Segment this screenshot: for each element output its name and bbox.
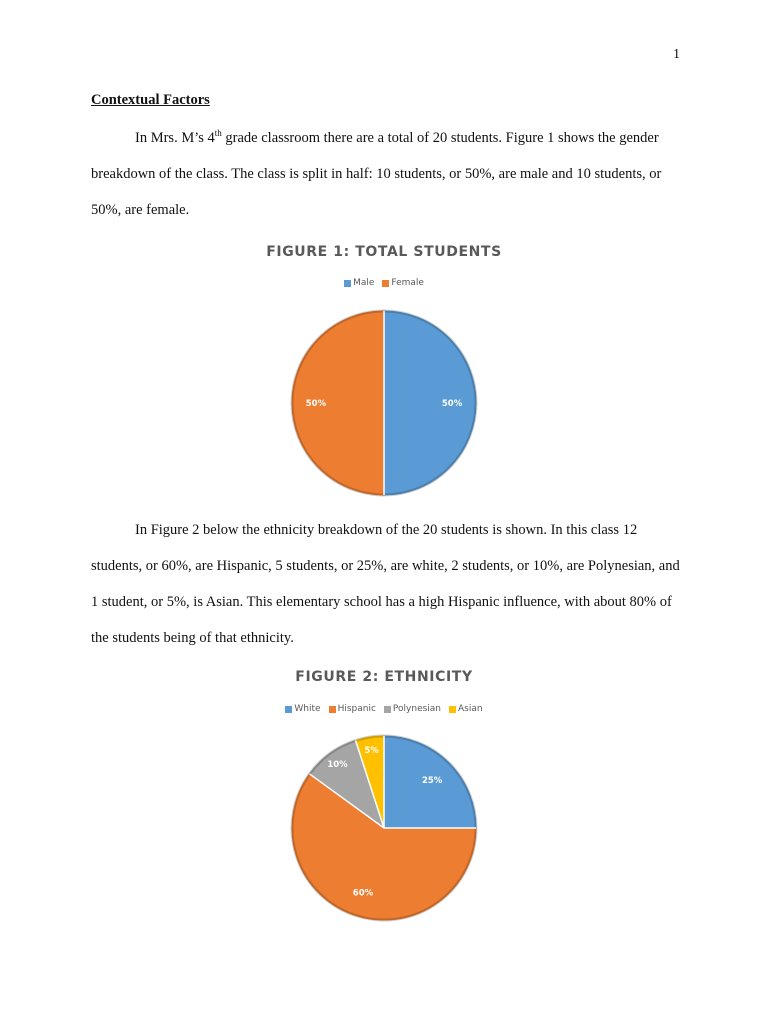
figure-1-legend [184, 278, 584, 288]
figure-2-legend-item-asian [449, 704, 483, 714]
figure-2-title: FIGURE 2: ETHNICITY [295, 669, 473, 685]
figure-1-data-label-female: 50% [305, 399, 327, 409]
figure-2-data-label-white: 25% [421, 775, 443, 786]
legend-swatch [329, 706, 336, 713]
figure-2-data-label-asian: 5% [364, 745, 379, 756]
legend-label: Hispanic [337, 704, 376, 714]
figure-1-title: FIGURE 1: TOTAL STUDENTS [266, 244, 502, 260]
ordinal-superscript: th [214, 128, 222, 138]
paragraph-ethnicity [91, 512, 681, 656]
figure-1-pie-chart [284, 303, 484, 503]
legend-label: Male [353, 278, 375, 288]
figure-2-legend-item-polynesian [384, 704, 441, 714]
figure-2-data-label-hispanic: 60% [352, 888, 374, 899]
figure-2-data-label-polynesian: 10% [327, 759, 348, 770]
legend-swatch [285, 706, 292, 713]
figure-2-legend-item-white [285, 704, 320, 714]
paragraph-gender-part2: grade classroom there are a total of 20 students. Figure 1 shows the gender breakdown of the class. The class is split in half: 10 students, or 50%, are male and 10 students, or 50%, are female. [91, 130, 662, 218]
legend-swatch [344, 280, 351, 287]
legend-swatch [449, 706, 456, 713]
legend-label: Polynesian [392, 704, 442, 714]
section-heading: Contextual Factors [91, 92, 210, 108]
page-number: 1 [673, 47, 680, 62]
legend-swatch [382, 280, 389, 287]
legend-label: Asian [458, 704, 483, 714]
paragraph-gender-part1: In Mrs. M’s 4 [135, 130, 215, 146]
figure-1-legend-item-female [382, 278, 424, 288]
legend-label: White [294, 704, 321, 714]
figure-2-legend-item-hispanic [329, 704, 376, 714]
figure-1-legend-item-male [344, 278, 374, 288]
legend-label: Female [391, 278, 424, 288]
figure-1-data-label-male: 50% [441, 399, 463, 409]
figure-2-pie-chart [284, 728, 484, 928]
paragraph-gender [91, 120, 681, 228]
figure-2-legend [184, 704, 584, 714]
legend-swatch [384, 706, 391, 713]
paragraph-ethnicity-text: In Figure 2 below the ethnicity breakdown of the 20 students is shown. In this class 12 students, or 60%, are Hispanic, 5 students, or 25%, are white, 2 students, or 10%, are Polynesian, and 1 student, or 5%, is Asian. This elementary school has a high Hispanic influence, with about 80% of the students being of that ethnicity. [91, 522, 680, 646]
